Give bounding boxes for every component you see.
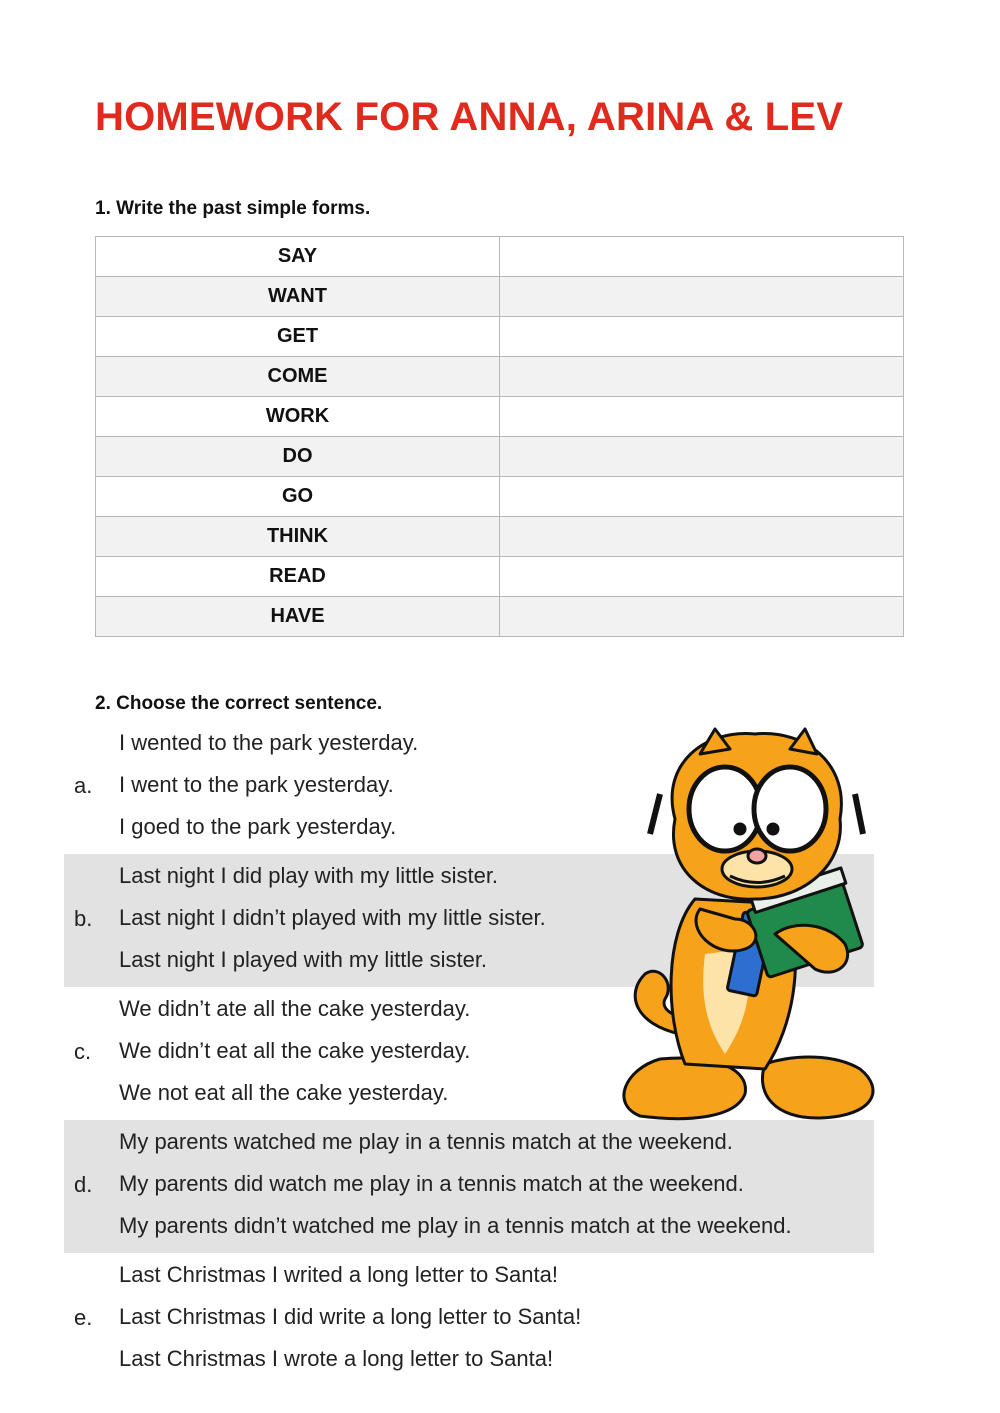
table-row: [96, 557, 904, 597]
answer-option[interactable]: My parents didn’t watched me play in a tennis match at the weekend.: [119, 1213, 792, 1238]
verb-cell: SAY: [96, 237, 500, 277]
answer-input[interactable]: [500, 517, 903, 556]
answer-option[interactable]: Last night I didn’t played with my little sister.: [119, 905, 546, 930]
page-title: HOMEWORK FOR ANNA, ARINA & LEV: [95, 95, 844, 139]
table-row: [96, 397, 904, 437]
verb-cell: GET: [96, 317, 500, 357]
answer-cell[interactable]: [500, 397, 904, 437]
garfield-with-books-icon: [605, 724, 890, 1124]
question-letter: c.: [74, 1039, 92, 1064]
answer-option[interactable]: Last Christmas I wrote a long letter to Santa!: [119, 1346, 554, 1371]
table-row: [96, 597, 904, 637]
table-row: [96, 277, 904, 317]
answer-input[interactable]: [500, 277, 903, 316]
answer-cell[interactable]: [500, 317, 904, 357]
answer-option[interactable]: Last night I did play with my little sister.: [119, 863, 499, 888]
answer-cell[interactable]: [500, 597, 904, 637]
section-1-heading: 1. Write the past simple forms.: [95, 198, 371, 219]
answer-input[interactable]: [500, 397, 903, 436]
answer-cell[interactable]: [500, 237, 904, 277]
answer-input[interactable]: [500, 597, 903, 636]
table-row: [96, 237, 904, 277]
answer-option[interactable]: My parents did watch me play in a tennis match at the weekend.: [119, 1171, 744, 1196]
answer-cell[interactable]: [500, 517, 904, 557]
table-row: [96, 437, 904, 477]
verb-cell: HAVE: [96, 597, 500, 637]
answer-input[interactable]: [500, 357, 903, 396]
verb-cell: WANT: [96, 277, 500, 317]
table-row: [96, 317, 904, 357]
verb-cell: READ: [96, 557, 500, 597]
answer-input[interactable]: [500, 437, 903, 476]
answer-option[interactable]: Last night I played with my little sister.: [119, 947, 488, 972]
answer-cell[interactable]: [500, 277, 904, 317]
answer-cell[interactable]: [500, 437, 904, 477]
verb-cell: GO: [96, 477, 500, 517]
answer-input[interactable]: [500, 237, 903, 276]
answer-option[interactable]: I goed to the park yesterday.: [119, 814, 397, 839]
table-row: [96, 517, 904, 557]
question-letter: b.: [74, 906, 93, 931]
verb-cell: WORK: [96, 397, 500, 437]
section-2-heading: 2. Choose the correct sentence.: [95, 693, 383, 714]
answer-option[interactable]: We didn’t ate all the cake yesterday.: [119, 996, 471, 1021]
answer-cell[interactable]: [500, 477, 904, 517]
answer-input[interactable]: [500, 477, 903, 516]
verb-cell: THINK: [96, 517, 500, 557]
answer-input[interactable]: [500, 557, 903, 596]
verb-cell: DO: [96, 437, 500, 477]
question-letter: e.: [74, 1305, 93, 1330]
answer-option[interactable]: We not eat all the cake yesterday.: [119, 1080, 449, 1105]
past-simple-table: [95, 236, 904, 637]
question-d: [64, 1120, 874, 1253]
answer-option[interactable]: Last Christmas I writed a long letter to Santa!: [119, 1262, 558, 1287]
answer-option[interactable]: I wented to the park yesterday.: [119, 730, 419, 755]
verb-cell: COME: [96, 357, 500, 397]
answer-cell[interactable]: [500, 357, 904, 397]
answer-input[interactable]: [500, 317, 903, 356]
answer-option[interactable]: My parents watched me play in a tennis match at the weekend.: [119, 1129, 733, 1154]
question-letter: d.: [74, 1172, 93, 1197]
question-e: [64, 1253, 874, 1386]
answer-option[interactable]: Last Christmas I did write a long letter to Santa!: [119, 1304, 582, 1329]
question-letter: a.: [74, 773, 93, 798]
answer-option[interactable]: We didn’t eat all the cake yesterday.: [119, 1038, 471, 1063]
answer-cell[interactable]: [500, 557, 904, 597]
table-row: [96, 357, 904, 397]
table-row: [96, 477, 904, 517]
answer-option[interactable]: I went to the park yesterday.: [119, 772, 394, 797]
